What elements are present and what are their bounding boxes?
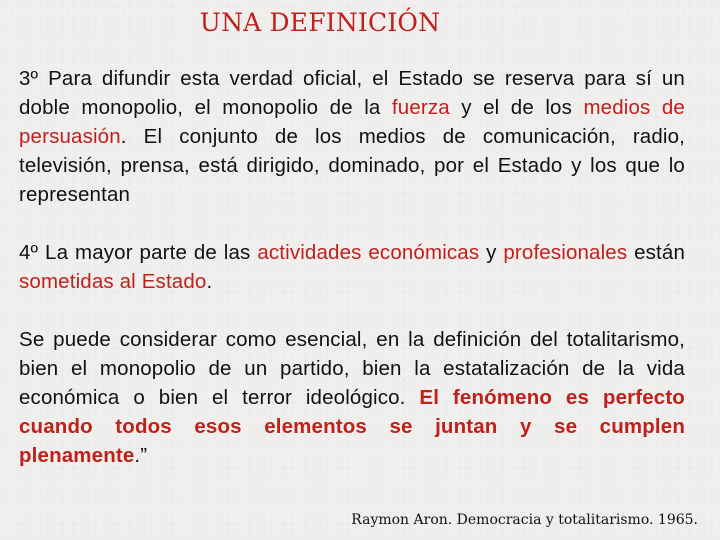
paragraph-text: Se puede considerar como esencial, en la definición del totalitarismo, bien el monopolio de un partido, bien la estatalización de la vida económica o bien el terror ideológico. xyxy=(19,328,685,409)
paragraph-text: están xyxy=(627,241,685,264)
paragraph-economic-activities xyxy=(19,238,685,296)
paragraph-text: . El conjunto de los medios de comunicación, radio, televisión, prensa, está dirigido, dominado, por el Estado y los que lo representan xyxy=(19,125,685,206)
paragraph-text: 4º La mayor parte de las xyxy=(19,241,258,264)
paragraph-monopoly xyxy=(19,64,685,209)
highlight-fuerza: fuerza xyxy=(391,96,450,119)
slide-title: UNA DEFINICIÓN xyxy=(199,8,441,37)
highlight-profesionales: profesionales xyxy=(503,241,628,264)
paragraph-definition xyxy=(19,325,685,470)
paragraph-text: . xyxy=(206,270,213,293)
highlight-sometidas-estado: sometidas al Estado xyxy=(19,270,207,293)
paragraph-text: y xyxy=(479,241,504,264)
paragraph-text: 3º Para difundir esta verdad oficial, el Estado se reserva para sí un doble monopolio, el monopolio de la xyxy=(19,67,685,119)
paragraph-text: y el de los xyxy=(449,96,584,119)
highlight-actividades-economicas: actividades económicas xyxy=(257,241,480,264)
paragraph-text: .” xyxy=(134,444,148,467)
citation: Raymon Aron. Democracia y totalitarismo. 1965. xyxy=(351,512,698,528)
highlight-medios-persuasion: medios de persuasión xyxy=(19,96,685,148)
highlight-fenomeno-perfecto: El fenómeno es perfecto cuando todos esos elementos se juntan y se cumplen plenamente xyxy=(19,386,685,467)
